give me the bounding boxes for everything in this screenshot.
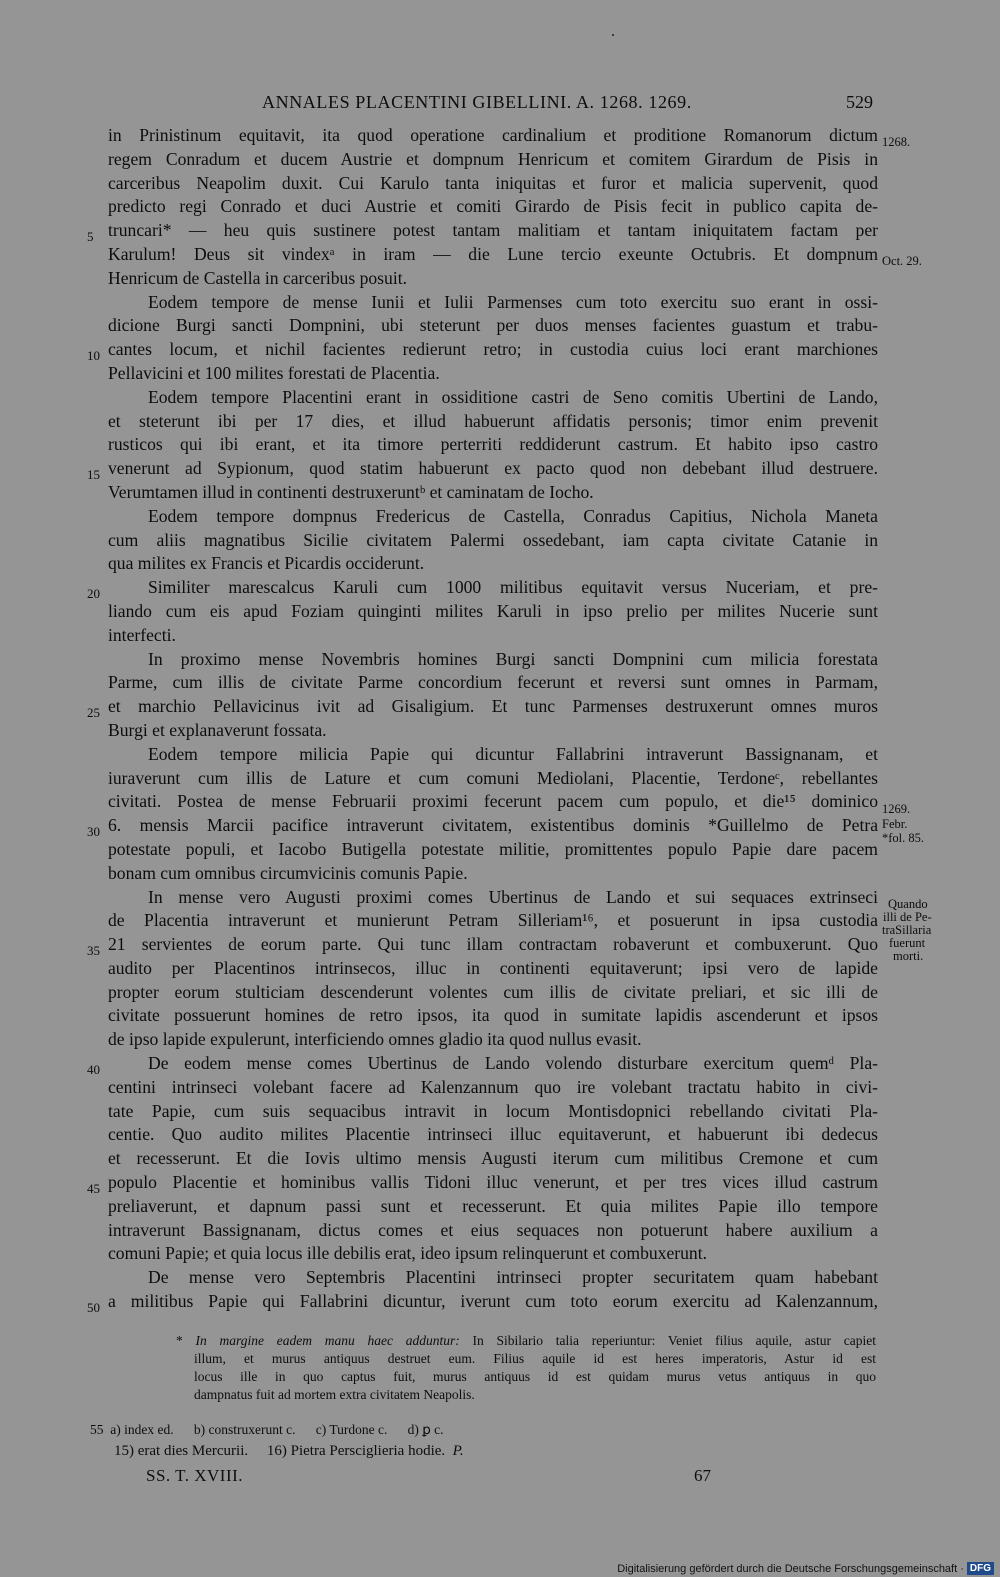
- text-line: regem Conradum et ducem Austrie et dompnum Henricum et comitem Girardum de Pisis in: [108, 148, 878, 169]
- text-line: dicione Burgi sancti Dompnini, ubi steterunt per duos menses facientes guastum et trabu-: [108, 315, 878, 336]
- text-line: centie. Quo audito milites Placentie intrinseci illuc equitaverunt, et habuerunt ibi dedecus: [108, 1124, 878, 1145]
- text-line: et marchio Pellavicinus ivit ad Gisaligium. Et tunc Parmenses destruxerunt omnes muros: [108, 696, 878, 717]
- text-line: venerunt ad Sypionum, quod statim habuerunt ex pacto quod non debebant illud destruere.: [108, 458, 878, 479]
- text-line: Karulum! Deus sit vindexᵃ in iram — die Lune tercio exeunte Octubris. Et dompnum: [108, 243, 878, 264]
- apparatus-note-d: d) ꝑ c.: [407, 1422, 444, 1437]
- text-line: In proximo mense Novembris homines Burgi sancti Dompnini cum milicia forestata: [148, 648, 878, 669]
- text-line: populo Placentie et hominibus vallis Tidoni illuc venerunt, et per tres vices illud castrum: [108, 1172, 878, 1193]
- historical-notes: [114, 1443, 464, 1460]
- text-line: truncari* — heu quis sustinere potest tantam malitiam et tantam iniquitatem factam per: [108, 220, 878, 241]
- text-line: Eodem tempore dompnus Fredericus de Castella, Conradus Capitius, Nichola Maneta: [148, 505, 878, 526]
- text-line: preliaverunt, et dapnum passi sunt et recesserunt. Et quia milites Papie illo tempore: [108, 1195, 878, 1216]
- footnote-text: illum, et murus antiquus destruet eum. Filius aquile id est heres imperatoris, Astur id est: [194, 1351, 876, 1366]
- dfg-logo: DFG: [967, 1562, 994, 1575]
- running-header: [0, 92, 1000, 116]
- text-line: comuni Papie; et quia locus ille debilis erat, ideo ipsum relinquerunt et combuxerunt.: [108, 1243, 708, 1264]
- textual-apparatus: [90, 1422, 444, 1438]
- margin-febr: Febr.: [882, 817, 908, 831]
- running-title: ANNALES PLACENTINI GIBELLINI. A. 1268. 1269.: [262, 92, 692, 112]
- apparatus-note-b: b) construxerunt c.: [193, 1422, 296, 1437]
- text-line: Eodem tempore de mense Iunii et Iulii Parmenses cum toto exercitu suo erant in ossi-: [148, 291, 878, 312]
- text-line: cantes locum, et nichil facientes redierunt retro; in custodia cuius loci erant marchiones: [108, 339, 878, 360]
- text-line: Burgi et explanaverunt fossata.: [108, 719, 327, 740]
- line-number: 5: [87, 229, 94, 244]
- text-line: Verumtamen illud in continenti destruxeruntᵇ et caminatam de Iocho.: [108, 481, 594, 502]
- margin-gloss-line: illi de Pe-: [883, 910, 932, 924]
- main-text: [108, 124, 878, 1314]
- margin-gloss-line: fuerunt: [889, 936, 926, 950]
- text-line: interfecti.: [108, 624, 176, 645]
- margin-gloss-line: traSillaria: [882, 923, 932, 937]
- margin-year-1268: 1268.: [882, 135, 911, 149]
- text-line: iuraverunt cum illis de Lature et cum comuni Mediolani, Placentie, Terdoneᶜ, rebellantes: [108, 767, 878, 788]
- text-line: qua milites ex Francis et Picardis occiderunt.: [108, 553, 425, 574]
- text-line: carceribus Neapolim duxit. Cui Karulo tanta iniquitas et furor et malicia supervenit, quod: [108, 172, 878, 193]
- text-line: predicto regi Conrado et duci Austrie et comiti Girardo de Pisis fecit in publico capita de-: [108, 196, 878, 217]
- text-line: Eodem tempore Placentini erant in ossiditione castri de Seno comitis Ubertini de Lando,: [148, 386, 878, 407]
- text-line: propter eorum stulticiam descenderunt volentes cum illis de civitate preliari, et sic illi de: [108, 981, 878, 1002]
- margin-folio: *fol. 85.: [882, 831, 925, 845]
- margin-gloss-line: Quando: [888, 897, 928, 911]
- apparatus-note-a: a) index ed.: [110, 1422, 174, 1437]
- text-line: Parme, cum illis de civitate Parme concordium fecerunt et reversi sunt omnes in Parmam,: [108, 672, 878, 693]
- text-line: bonam cum omnibus circumvicinis comunis Papie.: [108, 862, 468, 883]
- volume-signature: SS. T. XVIII.: [146, 1466, 244, 1485]
- text-line: et steterunt ibi per 17 dies, et illud habuerunt affidatis personis; timor enim prevenit: [108, 410, 878, 431]
- text-line: De mense vero Septembris Placentini intrinseci propter securitatem quam habebant: [148, 1267, 878, 1288]
- margin-gloss-line: morti.: [893, 949, 924, 963]
- line-number: 35: [87, 943, 100, 958]
- gathering-number: 67: [694, 1466, 711, 1485]
- line-number: 55: [90, 1422, 104, 1437]
- line-number: 50: [87, 1300, 100, 1315]
- footnote-marker: *: [176, 1333, 183, 1348]
- text-line: et recesserunt. Et die Iovis ultimo mensis Augusti iterum cum militibus Cremone et cum: [108, 1148, 878, 1169]
- text-line: in Prinistinum equitavit, ita quod operatione cardinalium et proditione Romanorum dictum: [108, 125, 878, 145]
- text-line: de ipso lapide expulerunt, interficiendo omnes gladio ita quod nullus evasit.: [108, 1029, 642, 1050]
- note-16: 16) Pietra Persciglieria hodie.: [266, 1443, 446, 1459]
- text-line: 21 servientes de eorum parte. Qui tunc illam contractam robaverunt et combuxerunt. Quo: [108, 934, 878, 955]
- text-line: tate Papie, cum suis sequacibus intravit in locum Montisdopnici rebellando civitati Pla-: [108, 1100, 878, 1121]
- text-line: rusticos qui ibi erant, et ita timore perterriti reddiderunt castrum. Et habito ipso castro: [108, 434, 878, 455]
- footnote-text: In Sibilario talia reperiuntur: Veniet filius aquile, astur capiet: [472, 1333, 876, 1348]
- line-number: 45: [87, 1181, 100, 1196]
- line-number: 20: [87, 586, 100, 601]
- text-line: audito per Placentinos intrinsecos, illuc in continenti equitaverunt; ipsi vero de lapide: [108, 957, 878, 978]
- margin-date-oct29: Oct. 29.: [882, 254, 922, 268]
- text-line: In mense vero Augusti proximi comes Ubertinus de Lando et sui sequaces extrinseci: [148, 886, 878, 907]
- text-line: intraverunt Bassignanam, dictus comes et eius sequaces non potuerunt habere auxilium a: [108, 1219, 878, 1240]
- credit-text: Digitalisierung gefördert durch die Deutsche Forschungsgemeinschaft ·: [617, 1562, 964, 1575]
- text-line: Similiter marescalcus Karuli cum 1000 militibus equitavit versus Nuceriam, et pre-: [148, 577, 878, 598]
- page-number: 529: [846, 92, 873, 112]
- footnote-text: locus ille in quo captus fuit, murus antiquus id est quidam murus vetus antiquus in quo: [194, 1369, 876, 1384]
- text-line: a militibus Papie qui Fallabrini dicuntur, iverunt cum toto eorum exercitu ad Kalenzannum,: [108, 1291, 878, 1312]
- text-line: Henricum de Castella in carceribus posuit.: [108, 267, 407, 288]
- line-number: 25: [87, 705, 100, 720]
- text-line: de Placentia intraverunt et munierunt Petram Silleriam¹⁶, et posuerunt in ipsa custodia: [108, 910, 878, 931]
- footnote-intro: In margine eadem manu haec adduntur:: [195, 1333, 460, 1348]
- apparatus-note-c: c) Turdone c.: [315, 1422, 388, 1437]
- line-number: 30: [87, 824, 100, 839]
- text-line: 6. mensis Marcii pacifice intraverunt civitatem, existentibus dominis *Guillelmo de Petra: [108, 815, 878, 836]
- text-line: Pellavicini et 100 milites forestati de Placentia.: [108, 362, 440, 383]
- footnote-text: dampnatus fuit ad mortem extra civitatem Neapolis.: [194, 1387, 475, 1402]
- text-line: liando cum eis apud Foziam quinginti milites Karuli in ipso prelio per milites Nucerie sunt: [108, 600, 878, 621]
- text-line: potestate populi, et Iacobo Butigella potestate militie, promittentes populo Papie dare pacem: [108, 838, 878, 859]
- note-15: 15) erat dies Mercurii.: [114, 1443, 249, 1459]
- line-number: 10: [87, 348, 100, 363]
- text-line: civitate possuerunt homines de retro ipsos, ita quod in sumitate lapidis ascenderunt et ipsos: [108, 1005, 878, 1026]
- line-number: 15: [87, 467, 100, 482]
- digitization-credit: [617, 1562, 994, 1575]
- scan-speck: [612, 34, 614, 36]
- text-line: Eodem tempore milicia Papie qui dicuntur Fallabrini intraverunt Bassignanam, et: [148, 743, 878, 764]
- text-line: cum aliis magnatibus Sicilie civitatem Palermi ossedebant, iam capta civitate Catanie in: [108, 529, 878, 550]
- text-line: centini intrinseci volebant facere ad Kalenzannum quo ire volebant tractatu habito in civi-: [108, 1076, 878, 1097]
- marginal-footnote: [176, 1332, 876, 1404]
- note-16-siglum: P.: [452, 1443, 464, 1459]
- text-line: De eodem mense comes Ubertinus de Lando volendo disturbare exercitum quemᵈ Pla-: [148, 1053, 878, 1074]
- text-line: civitati. Postea de mense Februarii proximi fecerunt pacem cum populo, et die¹⁵ dominico: [108, 791, 878, 812]
- line-number: 40: [87, 1062, 100, 1077]
- margin-year-1269: 1269.: [882, 802, 911, 816]
